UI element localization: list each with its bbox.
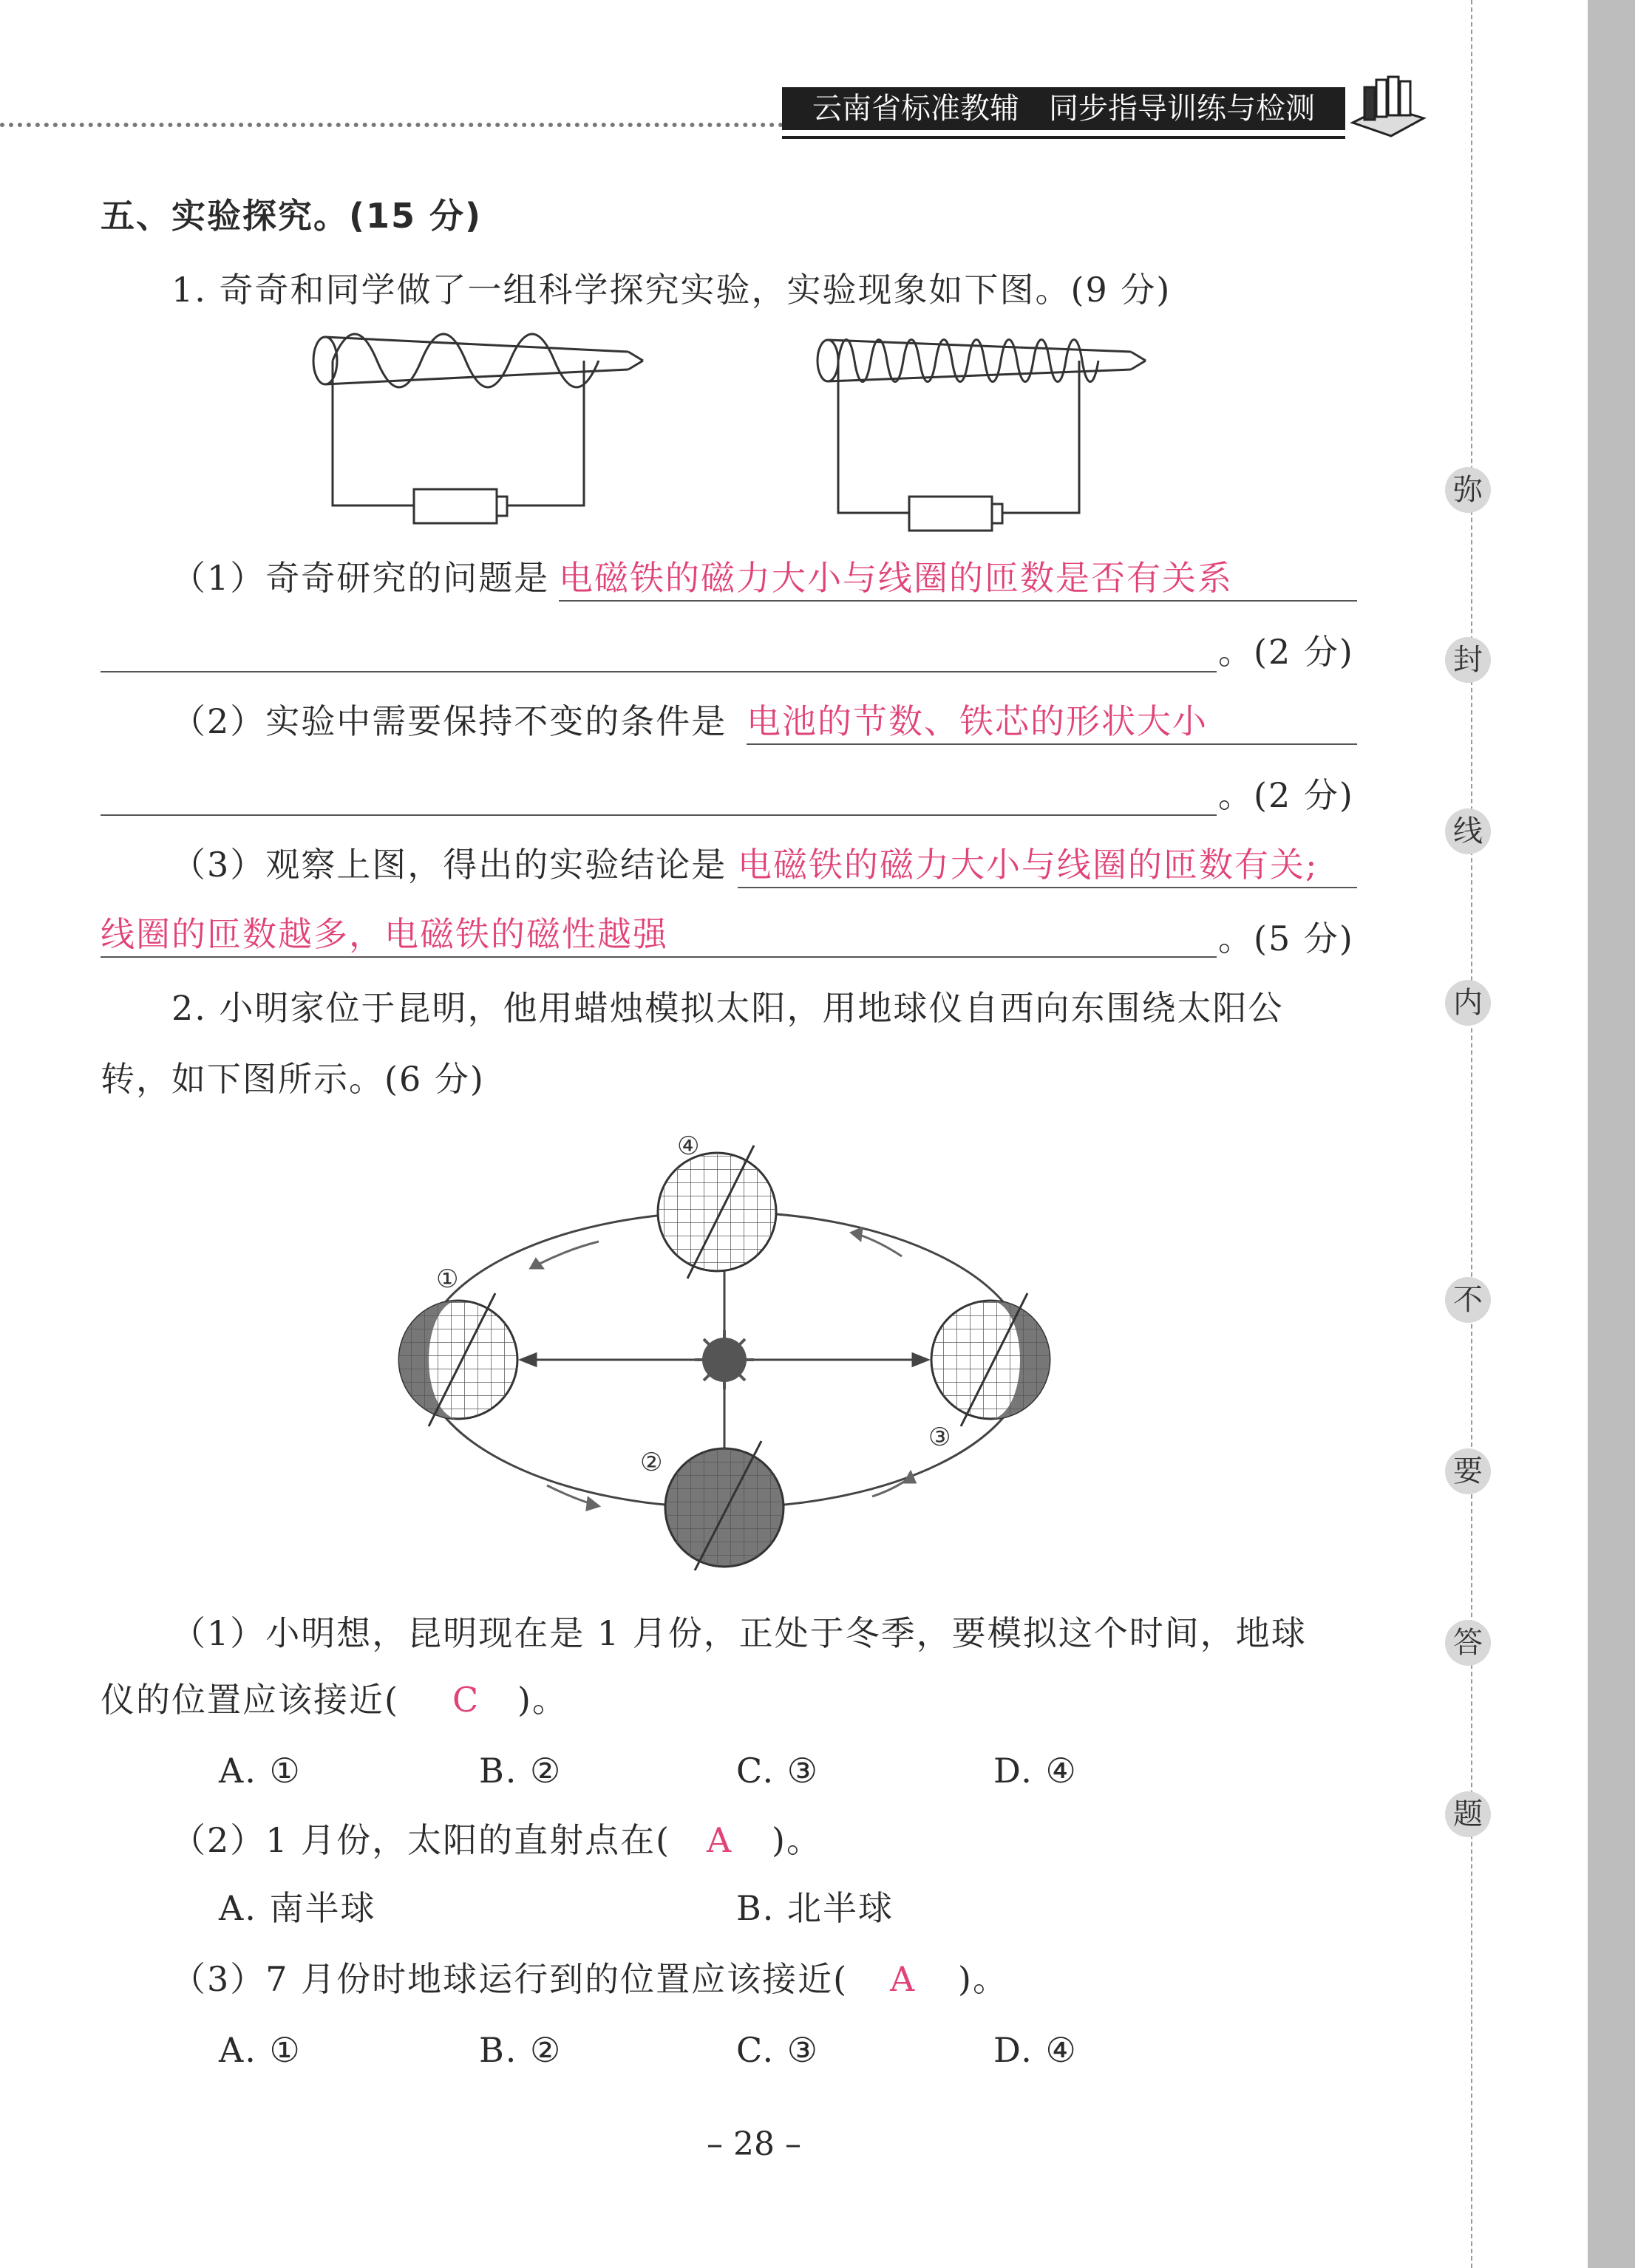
cut-line	[1471, 0, 1472, 2268]
option-c: C. ③	[736, 2030, 820, 2070]
seal-char: 要	[1445, 1448, 1491, 1494]
seal-char: 内	[1445, 980, 1491, 1026]
seal-char: 答	[1445, 1620, 1491, 1666]
q2-sub2-suffix: )。	[772, 1820, 822, 1860]
option-d: D. ④	[993, 2030, 1078, 2070]
header-dotted-rule	[0, 123, 783, 127]
sun-icon	[695, 1330, 754, 1389]
globe-position-1	[399, 1293, 517, 1426]
globe-position-3	[931, 1293, 1050, 1426]
position-label-2: ②	[640, 1448, 663, 1477]
position-label-1: ①	[436, 1264, 459, 1294]
option-d: D. ④	[993, 1751, 1078, 1791]
book-stack-icon	[1347, 71, 1428, 142]
q2-sub3-suffix: )。	[958, 1959, 1008, 1999]
option-b: B. ②	[479, 1751, 562, 1791]
q1-sub1-score: 。(2 分)	[1218, 632, 1354, 672]
circuit-diagram-few-coils	[303, 325, 658, 532]
position-label-4: ④	[677, 1131, 700, 1161]
q2-prompt-line2: 转，如下图所示。(6 分)	[101, 1059, 485, 1099]
seal-char: 题	[1445, 1791, 1491, 1837]
q2-sub3-prefix: （3）7 月份时地球运行到的位置应该接近(	[171, 1959, 849, 1999]
seal-char: 线	[1445, 808, 1491, 854]
q2-sub2-prefix: （2）1 月份，太阳的直射点在(	[171, 1820, 671, 1860]
q2-prompt-line1: 2. 小明家位于昆明，他用蜡烛模拟太阳，用地球仪自西向东围绕太阳公	[171, 988, 1284, 1028]
q2-sub3-answer: A	[890, 1959, 917, 1999]
q1-prompt: 1. 奇奇和同学做了一组科学探究实验，实验现象如下图。(9 分)	[171, 270, 1172, 310]
q1-sub1-prefix: （1）奇奇研究的问题是	[171, 558, 550, 598]
section-title: 五、实验探究。(15 分)	[101, 196, 483, 236]
option-a: A. 南半球	[219, 1888, 376, 1928]
seal-char: 弥	[1445, 467, 1491, 513]
q1-sub2-answer: 电池的节数、铁芯的形状大小	[747, 699, 1357, 745]
q2-sub1-answer: C	[452, 1680, 480, 1720]
seal-char: 封	[1445, 637, 1491, 683]
position-label-3: ③	[928, 1423, 951, 1452]
answer-line	[101, 770, 1217, 816]
answer-line	[101, 627, 1217, 672]
q2-sub1-line2-prefix: 仪的位置应该接近(	[101, 1680, 399, 1720]
q1-sub3-answer-line2: 线圈的匝数越多，电磁铁的磁性越强	[101, 912, 1217, 958]
q1-sub3-prefix: （3）观察上图，得出的实验结论是	[171, 845, 727, 885]
q1-sub1-answer: 电磁铁的磁力大小与线圈的匝数是否有关系	[559, 556, 1357, 602]
header-banner: 云南省标准教辅 同步指导训练与检测	[782, 87, 1345, 130]
q1-sub2-prefix: （2）实验中需要保持不变的条件是	[171, 701, 727, 741]
circuit-diagram-many-coils	[806, 325, 1160, 532]
q1-sub2-score: 。(2 分)	[1218, 775, 1354, 815]
option-b: B. 北半球	[736, 1888, 894, 1928]
q1-sub3-answer-line1: 电磁铁的磁力大小与线圈的匝数有关;	[738, 842, 1357, 888]
option-b: B. ②	[479, 2030, 562, 2070]
q2-sub1-line2-suffix: )。	[517, 1680, 568, 1720]
option-c: C. ③	[736, 1751, 820, 1791]
earth-orbit-diagram	[384, 1116, 1109, 1574]
q1-sub3-score: 。(5 分)	[1218, 919, 1354, 958]
margin-gray-bar	[1588, 0, 1635, 2268]
option-a: A. ①	[219, 1751, 302, 1791]
header-banner-rule	[782, 136, 1345, 139]
seal-char: 不	[1445, 1277, 1491, 1323]
q2-sub2-answer: A	[707, 1820, 733, 1860]
option-a: A. ①	[219, 2030, 302, 2070]
page-number: – 28 –	[707, 2125, 801, 2163]
globe-position-2	[665, 1441, 783, 1570]
globe-position-4	[658, 1145, 776, 1278]
q2-sub1-line1: （1）小明想，昆明现在是 1 月份，正处于冬季，要模拟这个时间，地球	[171, 1613, 1307, 1653]
